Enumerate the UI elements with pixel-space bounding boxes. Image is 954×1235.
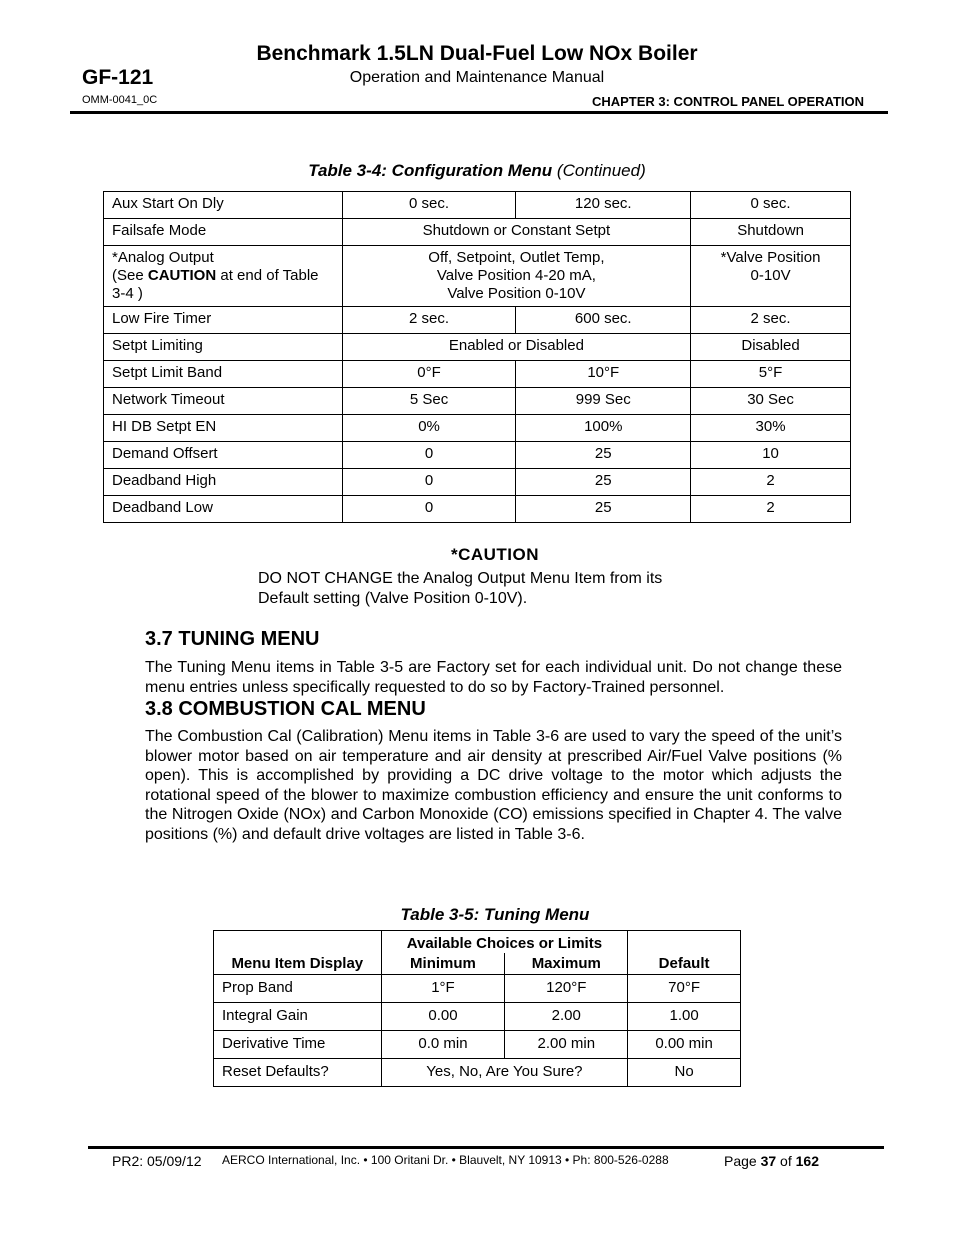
caution-line: DO NOT CHANGE the Analog Output Menu Item from its	[258, 570, 663, 587]
menu-item: Demand Offsert	[104, 442, 343, 469]
maximum-value: 10°F	[516, 361, 691, 388]
page-of: of	[776, 1153, 796, 1169]
caution-line: Default setting (Valve Position 0-10V).	[258, 590, 528, 607]
default-value: 2	[691, 469, 851, 496]
document-number: OMM-0041_0C	[82, 94, 158, 106]
item-line: *Analog Output	[112, 249, 214, 266]
default-line: *Valve Position	[720, 249, 821, 266]
company-address: AERCO International, Inc. • 100 Oritani Dr. • Blauvelt, NY 10913 • Ph: 800-526-0288	[222, 1153, 669, 1167]
choices-value: Shutdown or Constant Setpt	[342, 219, 690, 246]
item-line: at end of Table 3-4 )	[112, 267, 319, 302]
default-value: 5°F	[691, 361, 851, 388]
table-row	[214, 1059, 741, 1087]
table-3-5-caption: Table 3-5: Tuning Menu	[400, 905, 590, 924]
document-subtitle: Operation and Maintenance Manual	[349, 69, 605, 86]
document-title: Benchmark 1.5LN Dual-Fuel Low NOx Boiler	[256, 42, 698, 65]
default-value: 70°F	[628, 975, 741, 1003]
default-value: 10	[691, 442, 851, 469]
table-3-4-caption	[0, 161, 954, 181]
minimum-value: 0 sec.	[342, 192, 516, 219]
caution-text	[258, 569, 718, 609]
default-value: 1.00	[628, 1003, 741, 1031]
section-heading-combustion-cal: 3.8 COMBUSTION CAL MENU	[145, 698, 426, 720]
table-row	[104, 388, 851, 415]
table-row	[104, 219, 851, 246]
column-header-minimum: Minimum	[381, 953, 505, 975]
minimum-value: 0.00	[381, 1003, 505, 1031]
maximum-value: 120°F	[505, 975, 628, 1003]
tuning-menu-table	[213, 930, 741, 1087]
default-value: 30%	[691, 415, 851, 442]
choice-line: Off, Setpoint, Outlet Temp,	[428, 249, 605, 266]
maximum-value: 25	[516, 469, 691, 496]
minimum-value: 0.0 min	[381, 1031, 505, 1059]
section-body-tuning-menu: The Tuning Menu items in Table 3-5 are Factory set for each individual unit. Do not change these menu entries unless specifically requested to do so by Factory-Trained personnel.	[145, 659, 842, 696]
menu-item: Network Timeout	[104, 388, 343, 415]
menu-item: Deadband Low	[104, 496, 343, 523]
section-heading-tuning-menu: 3.7 TUNING MENU	[145, 628, 320, 650]
item-line: (See	[112, 267, 148, 284]
menu-item: Low Fire Timer	[104, 307, 343, 334]
maximum-value: 2.00	[505, 1003, 628, 1031]
menu-item: Integral Gain	[214, 1003, 382, 1031]
configuration-menu-table	[103, 191, 851, 523]
total-pages: 162	[795, 1153, 819, 1169]
table-row	[214, 1031, 741, 1059]
minimum-value: 5 Sec	[342, 388, 516, 415]
menu-item: Aux Start On Dly	[104, 192, 343, 219]
minimum-value: 0%	[342, 415, 516, 442]
chapter-label: CHAPTER 3: CONTROL PANEL OPERATION	[591, 94, 864, 109]
menu-item: Prop Band	[214, 975, 382, 1003]
column-header-menu-item: Menu Item Display	[214, 931, 382, 975]
table-row	[214, 975, 741, 1003]
column-header-default: Default	[628, 931, 741, 975]
default-value: Disabled	[691, 334, 851, 361]
page-number	[724, 1153, 819, 1169]
menu-item: Reset Defaults?	[214, 1059, 382, 1087]
menu-item: HI DB Setpt EN	[104, 415, 343, 442]
column-header-maximum: Maximum	[505, 953, 628, 975]
maximum-value: 2.00 min	[505, 1031, 628, 1059]
default-value: No	[628, 1059, 741, 1087]
table-row	[104, 415, 851, 442]
choices-value	[342, 246, 690, 307]
default-value: 2 sec.	[691, 307, 851, 334]
minimum-value: 0	[342, 496, 516, 523]
default-value: Shutdown	[691, 219, 851, 246]
maximum-value: 25	[516, 442, 691, 469]
default-line: 0-10V	[750, 267, 791, 284]
maximum-value: 25	[516, 496, 691, 523]
caution-heading: *CAUTION	[450, 545, 540, 564]
maximum-value: 100%	[516, 415, 691, 442]
default-value	[691, 246, 851, 307]
default-value: 0.00 min	[628, 1031, 741, 1059]
menu-item: Setpt Limiting	[104, 334, 343, 361]
minimum-value: 0	[342, 442, 516, 469]
minimum-value: 2 sec.	[342, 307, 516, 334]
document-code: GF-121	[82, 66, 154, 89]
revision-date: PR2: 05/09/12	[112, 1153, 202, 1169]
menu-item: Failsafe Mode	[104, 219, 343, 246]
minimum-value: 1°F	[381, 975, 505, 1003]
table-row	[104, 469, 851, 496]
page-label: Page	[724, 1153, 761, 1169]
menu-item: Setpt Limit Band	[104, 361, 343, 388]
maximum-value: 999 Sec	[516, 388, 691, 415]
menu-item: Deadband High	[104, 469, 343, 496]
choice-line: Valve Position 4-20 mA,	[436, 267, 596, 284]
table-row	[104, 442, 851, 469]
table-row	[104, 496, 851, 523]
header-rule	[70, 111, 888, 114]
menu-item: Derivative Time	[214, 1031, 382, 1059]
caution-ref: CAUTION	[147, 267, 217, 284]
table-row	[104, 307, 851, 334]
choice-line: Valve Position 0-10V	[447, 285, 586, 302]
table-row	[214, 1003, 741, 1031]
default-value: 30 Sec	[691, 388, 851, 415]
caption-continued: (Continued)	[552, 161, 646, 180]
maximum-value: 600 sec.	[516, 307, 691, 334]
table-row	[104, 192, 851, 219]
minimum-value: 0	[342, 469, 516, 496]
caption-main: Table 3-4: Configuration Menu	[308, 161, 553, 180]
maximum-value: 120 sec.	[516, 192, 691, 219]
column-header-available-choices: Available Choices or Limits	[381, 931, 628, 953]
table-row	[104, 361, 851, 388]
menu-item	[104, 246, 343, 307]
table-row	[104, 334, 851, 361]
default-value: 2	[691, 496, 851, 523]
choices-value: Enabled or Disabled	[342, 334, 690, 361]
default-value: 0 sec.	[691, 192, 851, 219]
choices-value: Yes, No, Are You Sure?	[381, 1059, 628, 1087]
section-body-combustion-cal: The Combustion Cal (Calibration) Menu items in Table 3-6 are used to vary the speed of the unit’s blower motor based on air temperature and air density at prescribed Air/Fuel Valve positions (% open). This is accomplished by providing a DC drive voltage to the motor which adjusts the rotational speed of the blower to maximize combustion efficiency and ensure the unit conforms to the Nitrogen Oxide (NOx) and Carbon Monoxide (CO) emissions specified in Chapter 4. The valve positions (%) and default drive voltages are listed in Table 3-6.	[145, 728, 842, 843]
minimum-value: 0°F	[342, 361, 516, 388]
current-page: 37	[760, 1153, 777, 1169]
table-row	[104, 246, 851, 307]
footer-rule	[88, 1146, 884, 1149]
table-header-row	[214, 931, 741, 953]
